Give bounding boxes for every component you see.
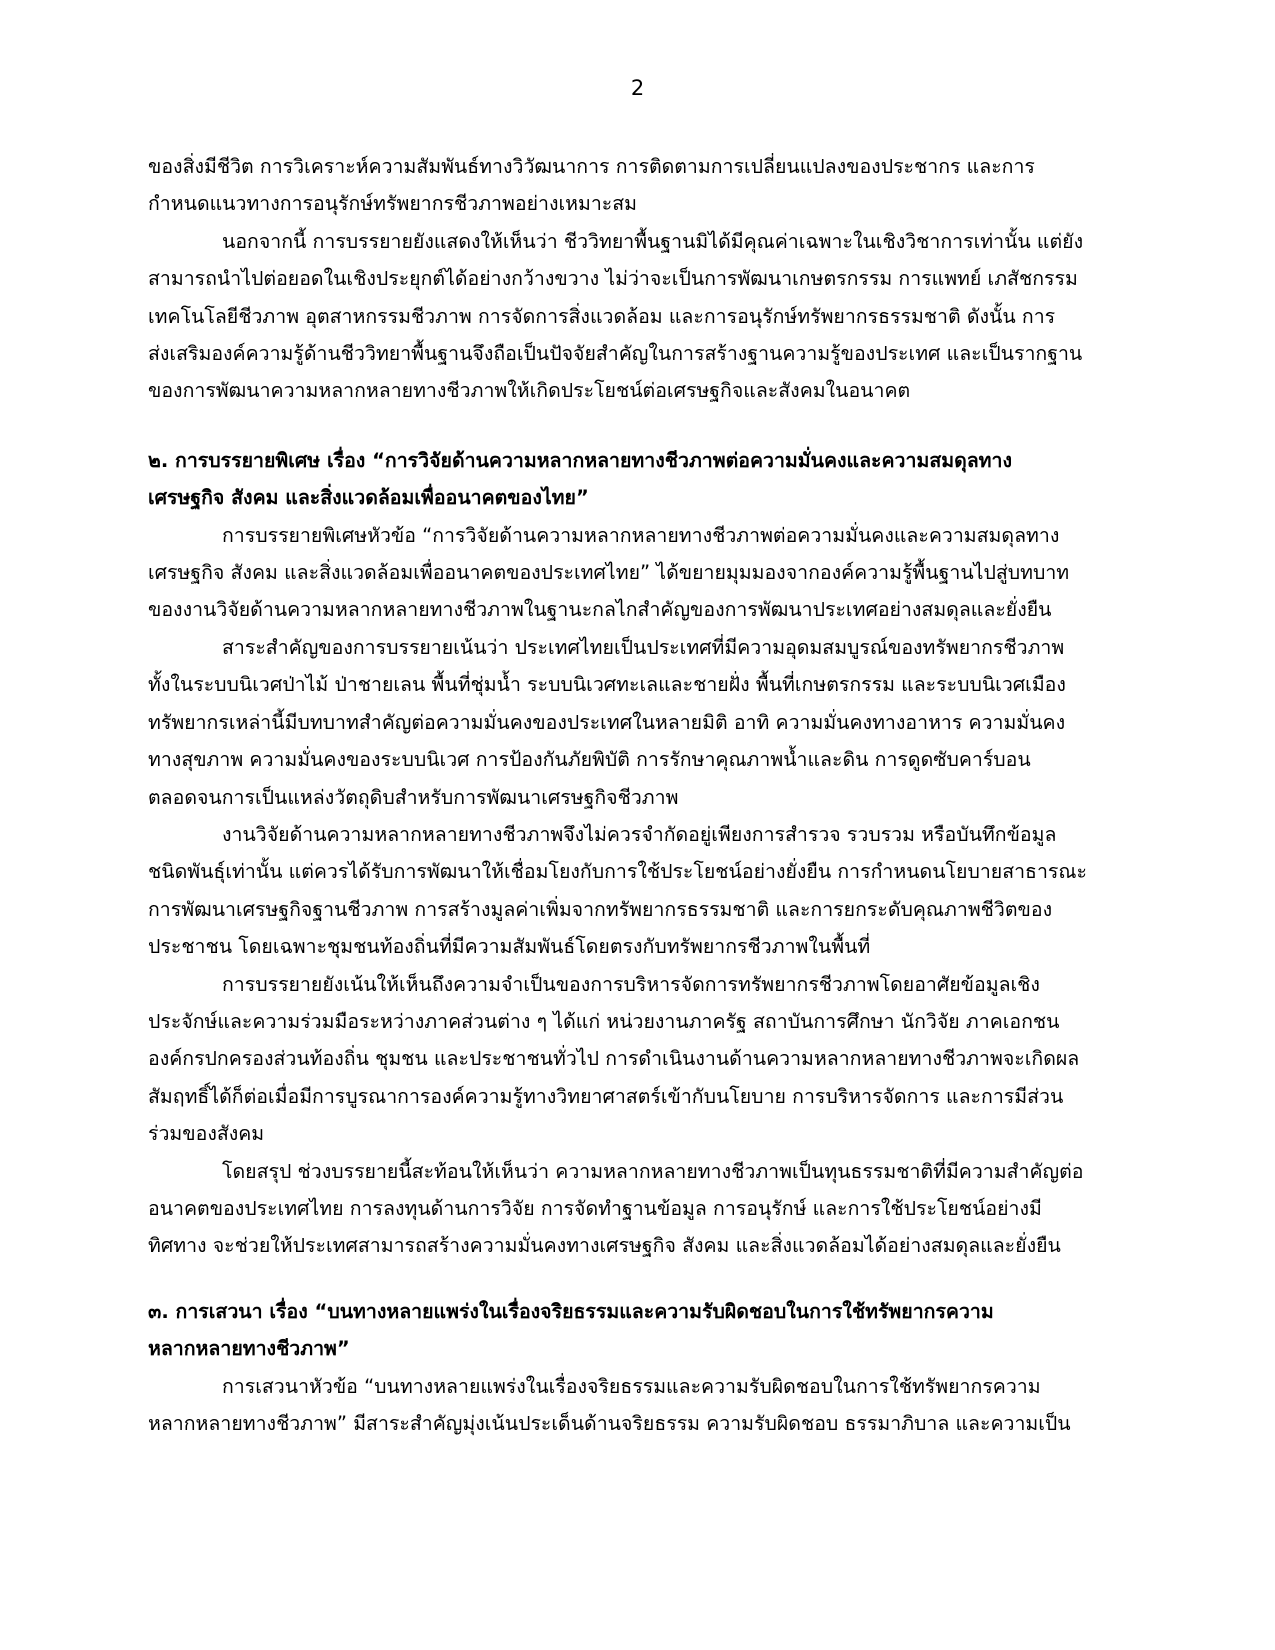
text-line: หลากหลายทางชีวภาพ” มีสาระสำคัญมุ่งเน้นประเด็นด้านจริยธรรม ความรับผิดชอบ ธรรมาภิบาล และความเป็น [148, 1412, 1071, 1435]
text-line: องค์กรปกครองส่วนท้องถิ่น ชุมชน และประชาชนทั่วไป การดำเนินงานด้านความหลากหลายทางชีวภาพจะเกิดผล [148, 1047, 1080, 1071]
section-2-paragraph-2 [148, 629, 1130, 816]
text-line: นอกจากนี้ การบรรยายยังแสดงให้เห็นว่า ชีววิทยาพื้นฐานมิได้มีคุณค่าเฉพาะในเชิงวิชาการเท่านั้น แต่ยัง [222, 229, 1084, 253]
text-line: ชนิดพันธุ์เท่านั้น แต่ควรได้รับการพัฒนาให้เชื่อมโยงกับการใช้ประโยชน์อย่างยั่งยืน การกำหนดนโยบายสาธารณะ [148, 860, 1087, 884]
text-line: ทิศทาง จะช่วยให้ประเทศสามารถสร้างความมั่นคงทางเศรษฐกิจ สังคม และสิ่งแวดล้อมได้อย่างสมดุลและยั่งยืน [148, 1234, 1061, 1258]
text-line: การบรรยายพิเศษหัวข้อ “การวิจัยด้านความหลากหลายทางชีวภาพต่อความมั่นคงและความสมดุลทาง [222, 523, 1060, 547]
text-line: การเสวนาหัวข้อ “บนทางหลายแพร่งในเรื่องจริยธรรมและความรับผิดชอบในการใช้ทรัพยากรความ [222, 1374, 1041, 1398]
section-spacer [148, 410, 1130, 442]
heading-line: เศรษฐกิจ สังคม และสิ่งแวดล้อมเพื่ออนาคตของไทย” [148, 486, 589, 510]
text-line: งานวิจัยด้านความหลากหลายทางชีวภาพจึงไม่ควรจำกัดอยู่เพียงการสำรวจ รวบรวม หรือบันทึกข้อมูล [222, 822, 1057, 846]
heading-line: หลากหลายทางชีวภาพ” [148, 1337, 350, 1361]
section-2-paragraph-4 [148, 966, 1130, 1153]
text-line: โดยสรุป ช่วงบรรยายนี้สะท้อนให้เห็นว่า ความหลากหลายทางชีวภาพเป็นทุนธรรมชาติที่มีความสำคัญต่อ [222, 1159, 1084, 1183]
text-line: ของการพัฒนาความหลากหลายทางชีวภาพให้เกิดประโยชน์ต่อเศรษฐกิจและสังคมในอนาคต [148, 379, 911, 403]
text-line: ส่งเสริมองค์ความรู้ด้านชีววิทยาพื้นฐานจึงถือเป็นปัจจัยสำคัญในการสร้างฐานความรู้ของประเทศ และเป็นรากฐาน [148, 342, 1083, 366]
intro-paragraph-1 [148, 148, 1130, 223]
section-2-paragraph-5 [148, 1153, 1130, 1265]
text-line: ทั้งในระบบนิเวศป่าไม้ ป่าชายเลน พื้นที่ชุ่มน้ำ ระบบนิเวศทะเลและชายฝั่ง พื้นที่เกษตรกรรม และระบบนิเวศเมือง [148, 673, 1066, 697]
section-2-heading [148, 442, 1130, 517]
text-line: กำหนดแนวทางการอนุรักษ์ทรัพยากรชีวภาพอย่างเหมาะสม [148, 192, 638, 216]
heading-line: ๒. การบรรยายพิเศษ เรื่อง “การวิจัยด้านความหลากหลายทางชีวภาพต่อความมั่นคงและความสมดุลทาง [148, 448, 1013, 472]
text-line: เทคโนโลยีชีวภาพ อุตสาหกรรมชีวภาพ การจัดการสิ่งแวดล้อม และการอนุรักษ์ทรัพยากรธรรมชาติ ดังนั้น การ [148, 304, 1056, 328]
text-line: สัมฤทธิ์ได้ก็ต่อเมื่อมีการบูรณาการองค์ความรู้ทางวิทยาศาสตร์เข้ากับนโยบาย การบริหารจัดการ และการมีส่วน [148, 1084, 1064, 1108]
text-line: ทรัพยากรเหล่านี้มีบทบาทสำคัญต่อความมั่นคงของประเทศในหลายมิติ อาทิ ความมั่นคงทางอาหาร ความมั่นคง [148, 710, 1066, 734]
text-line: ประชาชน โดยเฉพาะชุมชนท้องถิ่นที่มีความสัมพันธ์โดยตรงกับทรัพยากรชีวภาพในพื้นที่ [148, 935, 871, 959]
heading-line: ๓. การเสวนา เรื่อง “บนทางหลายแพร่งในเรื่องจริยธรรมและความรับผิดชอบในการใช้ทรัพยากรความ [148, 1299, 994, 1323]
text-line: ประจักษ์และความร่วมมือระหว่างภาคส่วนต่าง ๆ ได้แก่ หน่วยงานภาครัฐ สถาบันการศึกษา นักวิจัย ภาคเอกชน [148, 1009, 1060, 1033]
section-2-paragraph-3 [148, 816, 1130, 966]
page-number: 2 [630, 76, 645, 100]
section-2-paragraph-1 [148, 517, 1130, 629]
section-spacer [148, 1265, 1130, 1293]
intro-paragraph-2 [148, 223, 1130, 410]
text-line: ของสิ่งมีชีวิต การวิเคราะห์ความสัมพันธ์ทางวิวัฒนาการ การติดตามการเปลี่ยนแปลงของประชากร และการ [148, 155, 1035, 178]
text-line: ของงานวิจัยด้านความหลากหลายทางชีวภาพในฐานะกลไกสำคัญของการพัฒนาประเทศอย่างสมดุลและยั่งยืน [148, 598, 1052, 622]
text-line: เศรษฐกิจ สังคม และสิ่งแวดล้อมเพื่ออนาคตของประเทศไทย” ได้ขยายมุมมองจากองค์ความรู้พื้นฐานไปสู่บทบาท [148, 561, 1070, 585]
text-line: สามารถนำไปต่อยอดในเชิงประยุกต์ได้อย่างกว้างขวาง ไม่ว่าจะเป็นการพัฒนาเกษตรกรรม การแพทย์ เภสัชกรรม [148, 267, 1078, 291]
section-3-paragraph-1 [148, 1368, 1130, 1443]
text-line: อนาคตของประเทศไทย การลงทุนด้านการวิจัย การจัดทำฐานข้อมูล การอนุรักษ์ และการใช้ประโยชน์อย่างมี [148, 1196, 1042, 1220]
text-line: ร่วมของสังคม [148, 1122, 265, 1146]
page-content [148, 148, 1130, 1442]
text-line: การบรรยายยังเน้นให้เห็นถึงความจำเป็นของการบริหารจัดการทรัพยากรชีวภาพโดยอาศัยข้อมูลเชิง [222, 972, 1040, 996]
text-line: ทางสุขภาพ ความมั่นคงของระบบนิเวศ การป้องกันภัยพิบัติ การรักษาคุณภาพน้ำและดิน การดูดซับคาร์บอน [148, 748, 1031, 772]
section-3-heading [148, 1293, 1130, 1368]
text-line: การพัฒนาเศรษฐกิจฐานชีวภาพ การสร้างมูลค่าเพิ่มจากทรัพยากรธรรมชาติ และการยกระดับคุณภาพชีวิตของ [148, 897, 1053, 921]
text-line: สาระสำคัญของการบรรยายเน้นว่า ประเทศไทยเป็นประเทศที่มีความอุดมสมบูรณ์ของทรัพยากรชีวภาพ [222, 635, 1065, 659]
text-line: ตลอดจนการเป็นแหล่งวัตถุดิบสำหรับการพัฒนาเศรษฐกิจชีวภาพ [148, 785, 679, 809]
